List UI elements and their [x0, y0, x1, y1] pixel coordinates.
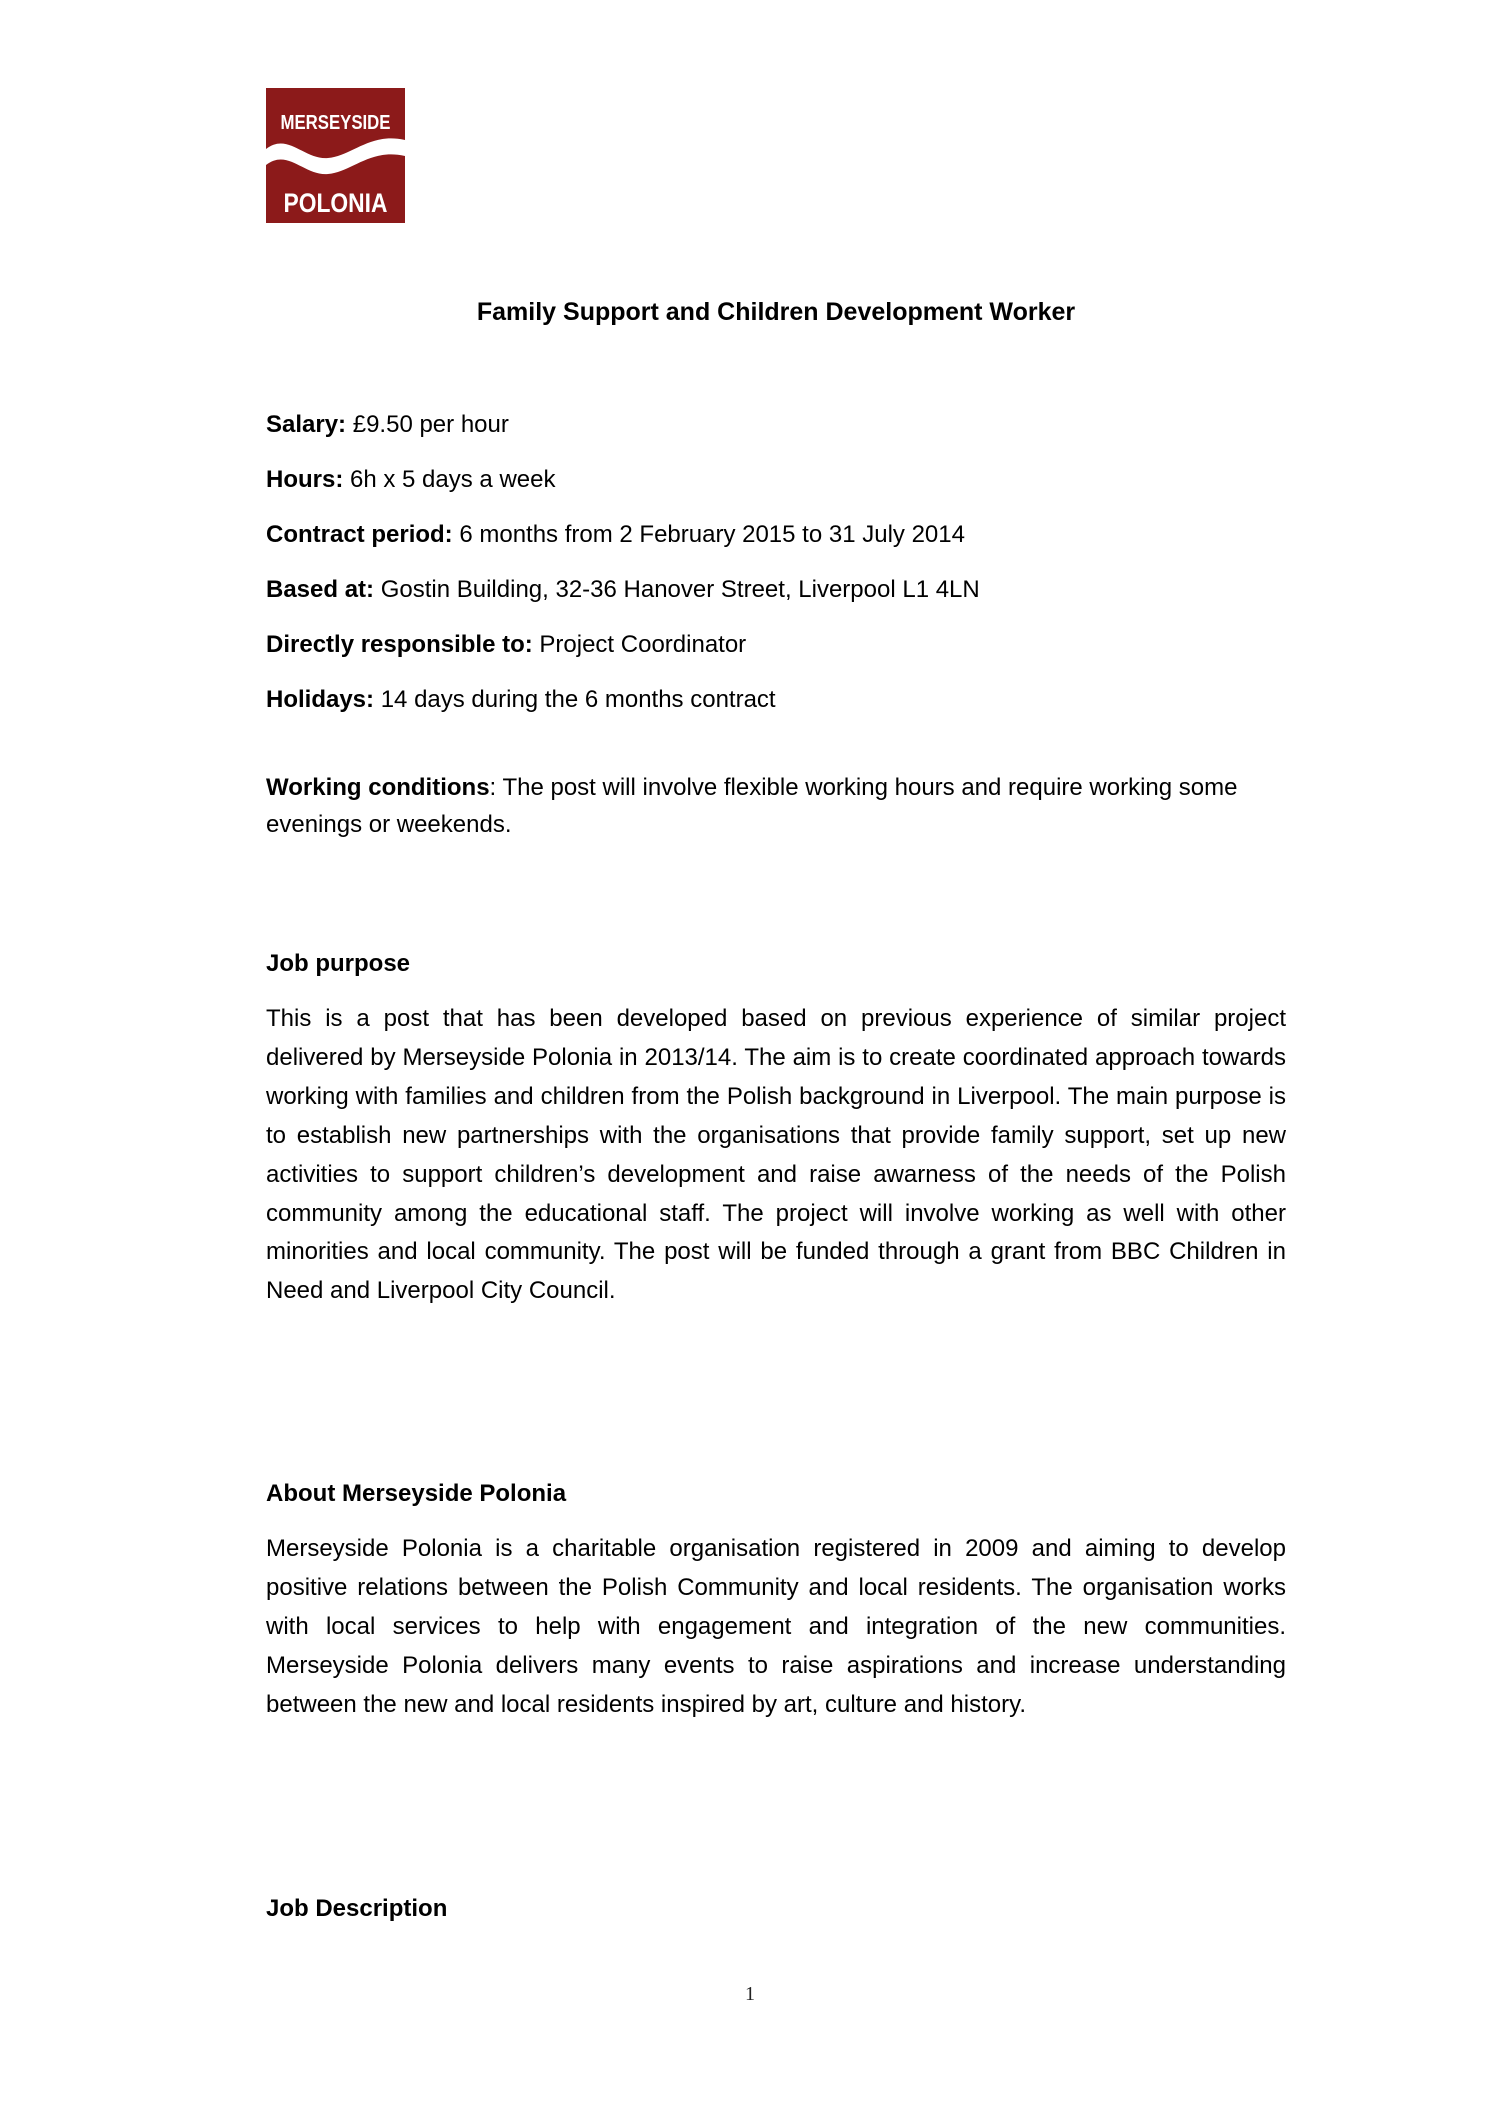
detail-salary [266, 409, 1286, 441]
section-heading-job-purpose: Job purpose [266, 950, 411, 977]
section-body-about: Merseyside Polonia is a charitable organisation registered in 2009 and aiming to develop positive relations between the Polish Community and local residents. The organisation works with local services to help with engagement and integration of the new communities. Merseyside Polonia delivers many events to raise aspirations and increase understanding between the new and local residents inspired by art, culture and history. [266, 1535, 1286, 1718]
detail-responsible-to-value: Project Coordinator [532, 630, 747, 658]
job-details-list [266, 409, 1286, 738]
detail-hours [266, 464, 1286, 496]
detail-holidays-label: Holidays: [266, 685, 375, 713]
detail-responsible-to-label: Directly responsible to: [266, 630, 533, 658]
detail-contract-period-label: Contract period: [266, 520, 453, 548]
detail-holidays-value: 14 days during the 6 months contract [374, 685, 776, 713]
section-about-merseyside-polonia [266, 1478, 1286, 1725]
detail-salary-label: Salary: [266, 411, 347, 438]
detail-based-at-label: Based at: [266, 575, 375, 603]
detail-contract-period [266, 519, 1286, 551]
page-number: 1 [745, 1983, 755, 2005]
section-job-purpose [266, 948, 1286, 1311]
section-body-job-purpose: This is a post that has been developed based on previous experience of similar project delivered by Merseyside Polonia in 2013/14. The aim is to create coordinated approach towards working with families and children from the Polish background in Liverpool. The main purpose is to establish new partnerships with the organisations that provide family support, set up new activities to support children’s development and raise awarness of the needs of the Polish community among the educational staff. The project will involve working as well with other minorities and local community. The post will be funded through a grant from BBC Children in Need and Liverpool City Council. [266, 1005, 1286, 1305]
detail-hours-value: 6h x 5 days a week [343, 465, 556, 493]
merseyside-polonia-logo [266, 88, 405, 223]
detail-hours-label: Hours: [266, 465, 344, 493]
detail-based-at-value: Gostin Building, 32-36 Hanover Street, Liverpool L1 4LN [374, 575, 980, 603]
section-job-description [266, 1893, 1286, 1924]
detail-holidays [266, 684, 1286, 716]
detail-based-at [266, 574, 1286, 606]
logo-text-polonia: POLONIA [283, 188, 388, 218]
detail-working-conditions [266, 769, 1286, 843]
detail-contract-period-value: 6 months from 2 February 2015 to 31 July 2014 [452, 520, 965, 548]
logo-icon [266, 88, 405, 223]
page-title: Family Support and Children Development Worker [476, 298, 1076, 326]
section-heading-job-description: Job Description [266, 1895, 448, 1922]
detail-working-conditions-label: Working conditions [266, 774, 490, 801]
detail-responsible-to [266, 629, 1286, 661]
section-heading-about: About Merseyside Polonia [266, 1480, 567, 1507]
detail-salary-value: £9.50 per hour [346, 411, 509, 438]
detail-working-conditions-value: : The post will involve flexible working hours and require working some evenings or weekends. [266, 774, 1238, 839]
logo-text-merseyside: MERSEYSIDE [280, 112, 391, 134]
